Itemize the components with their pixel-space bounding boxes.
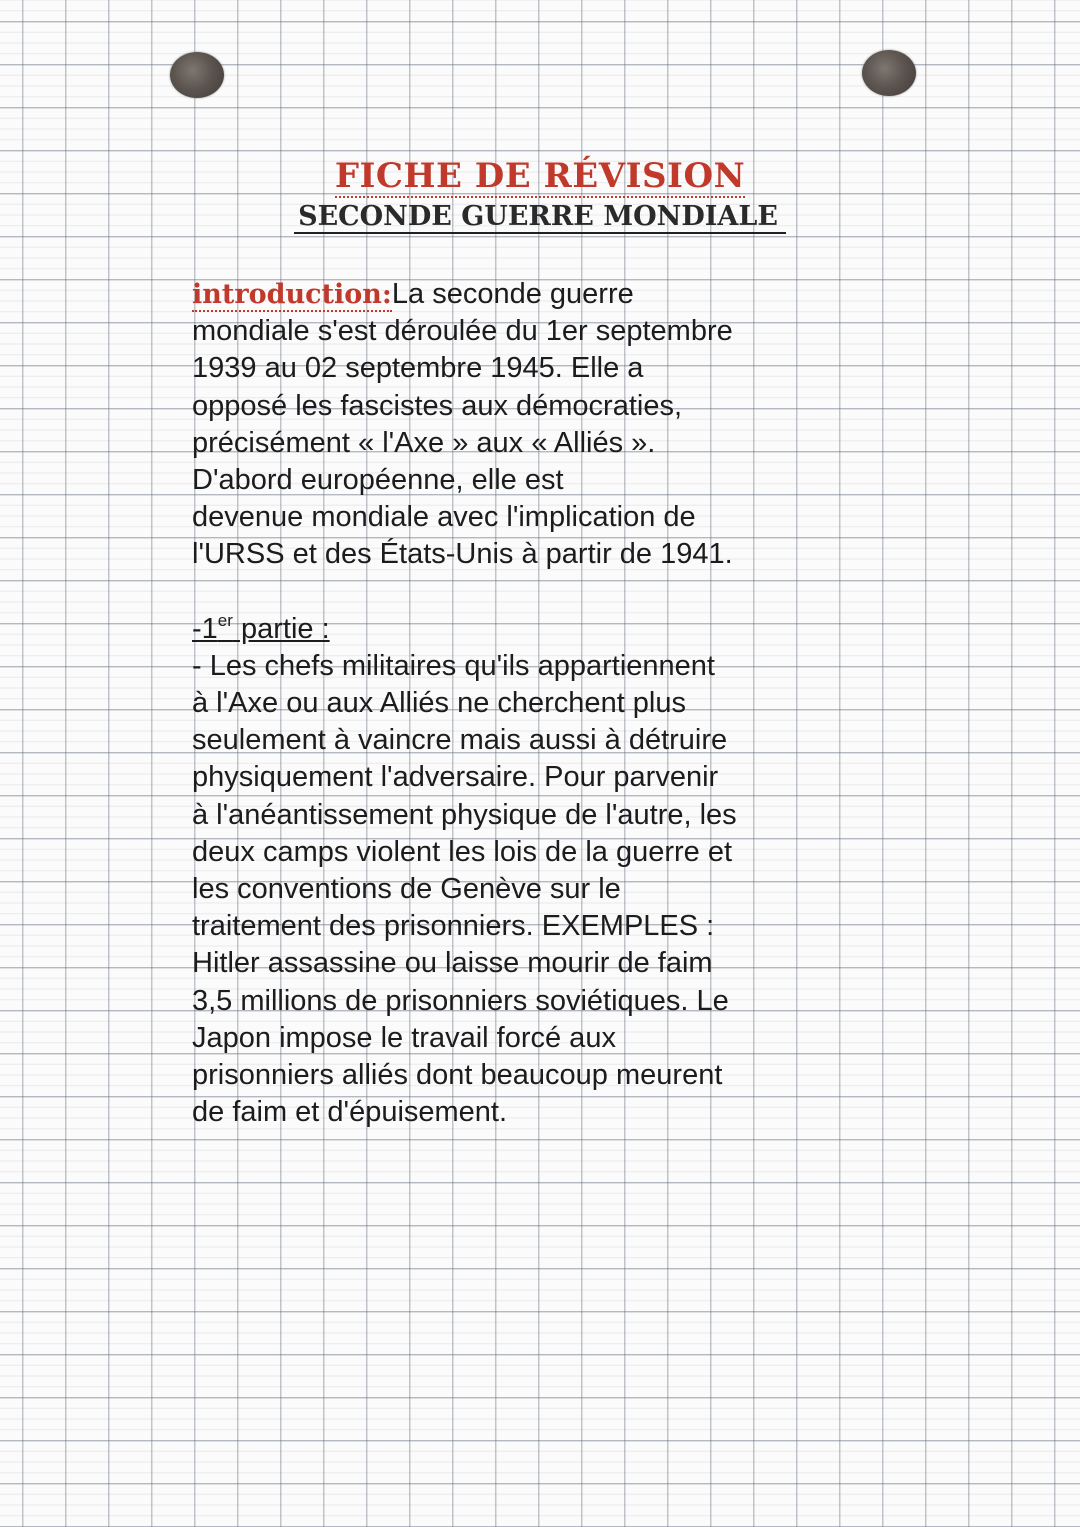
intro-line: opposé les fascistes aux démocraties, xyxy=(192,389,683,422)
title-block xyxy=(0,156,1080,234)
part1-line: de faim et d'épuisement. xyxy=(192,1096,508,1129)
part1-line: à l'Axe ou aux Alliés ne cherchent plus xyxy=(192,687,687,720)
part1-heading-prefix: -1 xyxy=(192,612,218,645)
part1-heading-line xyxy=(192,611,892,648)
intro-line: précisément « l'Axe » aux « Alliés ». xyxy=(192,426,656,459)
binder-hole-right xyxy=(862,50,916,96)
binder-hole-left xyxy=(170,52,224,98)
part1-heading-sup: er xyxy=(217,610,233,630)
part1-line: Japon impose le travail forcé aux xyxy=(192,1021,616,1054)
part1-line: traitement des prisonniers. EXEMPLES : xyxy=(192,910,715,943)
document-body xyxy=(192,276,892,1131)
part1-line: physiquement l'adversaire. Pour parvenir xyxy=(192,761,719,794)
paragraph-gap xyxy=(192,574,892,611)
intro-line: devenue mondiale avec l'implication de xyxy=(192,501,696,534)
part1-line: deux camps violent les lois de la guerre et xyxy=(192,835,733,868)
part1-line: Hitler assassine ou laisse mourir de faim xyxy=(192,947,713,980)
part1-heading-suffix: partie : xyxy=(232,612,330,645)
document-subtitle: SECONDE GUERRE MONDIALE xyxy=(294,201,786,234)
part1-heading xyxy=(192,611,330,648)
intro-line: La seconde guerre xyxy=(391,278,634,310)
document-title: FICHE DE RÉVISION xyxy=(334,156,746,196)
intro-label: introduction: xyxy=(192,279,392,310)
part1-line: - Les chefs militaires qu'ils appartiennent xyxy=(192,649,715,682)
part1-line: 3,5 millions de prisonniers soviétiques. Le xyxy=(192,984,729,1017)
part1-line: seulement à vaincre mais aussi à détruire xyxy=(192,724,728,757)
document-subtitle-wrapper xyxy=(0,200,1080,234)
part1-line: prisonniers alliés dont beaucoup meurent xyxy=(192,1059,723,1092)
part1-line: à l'anéantissement physique de l'autre, les xyxy=(192,798,737,831)
intro-first-line xyxy=(192,276,892,313)
intro-line: l'URSS et des États-Unis à partir de 1941. xyxy=(192,538,733,571)
part1-line: les conventions de Genève sur le xyxy=(192,873,621,906)
intro-line: D'abord européenne, elle est xyxy=(192,464,564,497)
intro-line: mondiale s'est déroulée du 1er septembre xyxy=(192,315,733,348)
intro-line: 1939 au 02 septembre 1945. Elle a xyxy=(192,352,644,385)
